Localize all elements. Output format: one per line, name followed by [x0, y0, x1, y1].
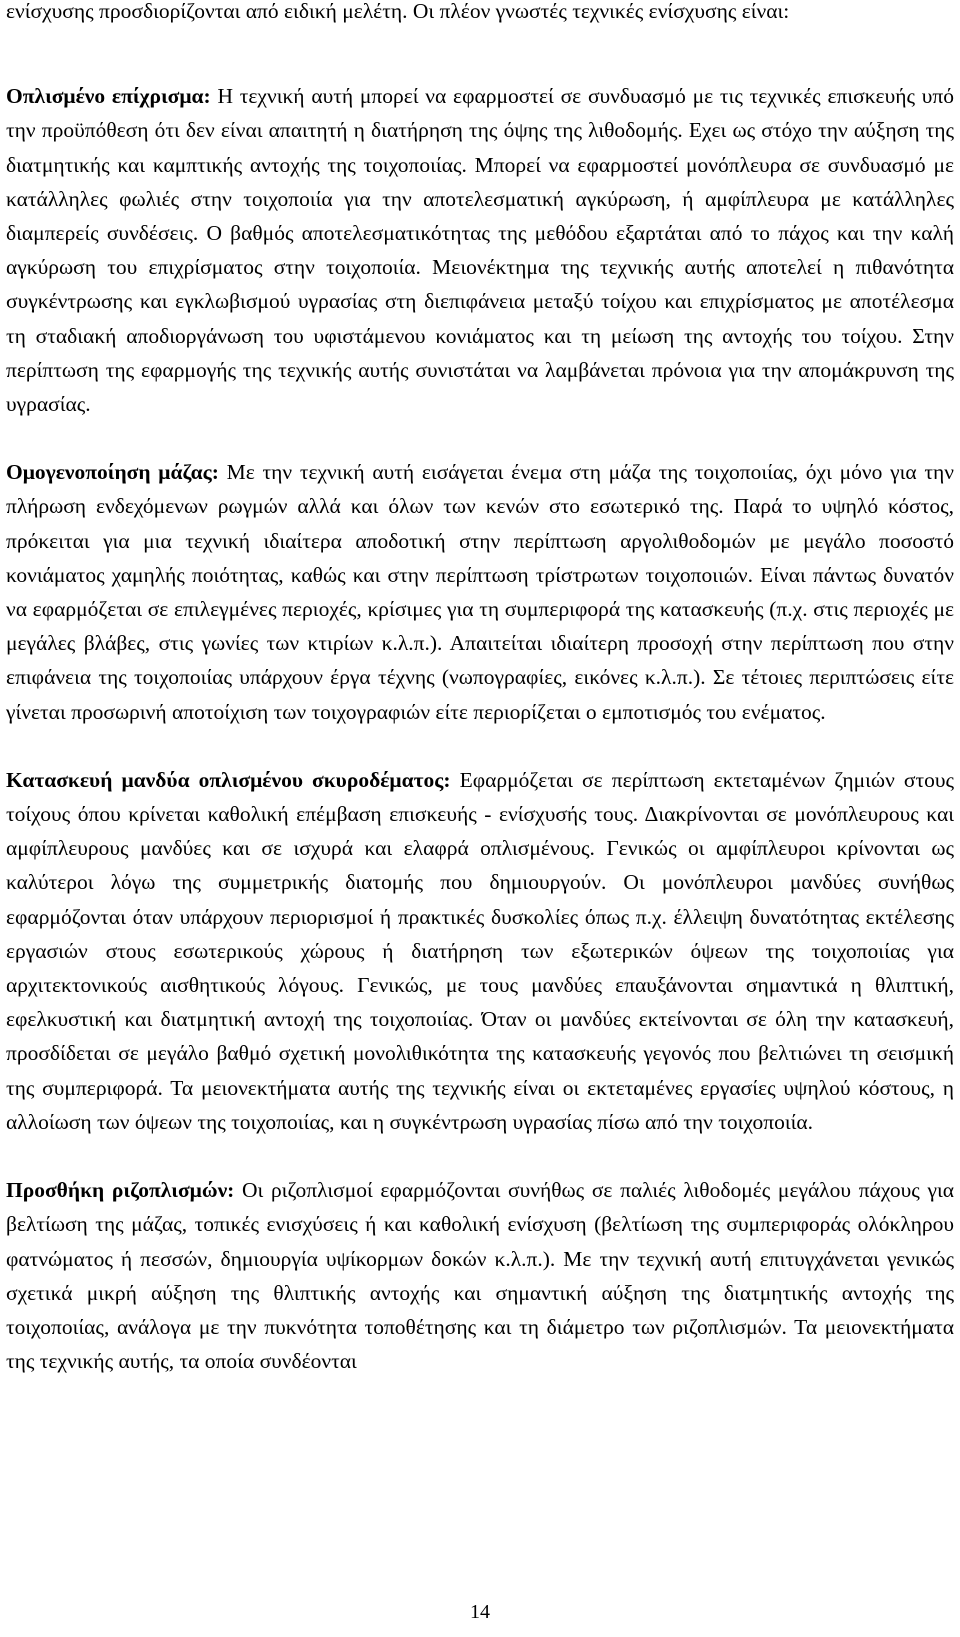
page-number: 14: [470, 1601, 490, 1623]
section-body: Η τεχνική αυτή μπορεί να εφαρμοστεί σε συνδυασμό με τις τεχνικές επισκευής υπό την προϋπόθεση ότι δεν είναι απαιτητή η διατήρηση της όψης της λιθοδομής. Εχει ως στόχο την αύξηση της διατμητικής και καμπτικής αντοχής της τοιχοποιίας. Μπορεί να εφαρμοστεί μονόπλευρα σε συνδυασμό με κατάλληλες φωλιές στην τοιχοποιία για την αποτελεσματική αγκύρωση, ή αμφίπλευρα με κατάλληλες διαμπερείς συνδέσεις. Ο βαθμός αποτελεσματικότητας της μεθόδου εξαρτάται από το πάχος και την καλή αγκύρωση του επιχρίσματος στην τοιχοποιία. Μειονέκτημα της τεχνικής αυτής αποτελεί η πιθανότητα συγκέντρωσης και εγκλωβισμού υγρασίας στη διεπιφάνεια μεταξύ τοίχου και επιχρίσματος με αποτέλεσμα τη σταδιακή αποδιοργάνωση του υφιστάμενου κονιάματος και τη μείωση της αντοχής του τοίχου. Στην περίπτωση της εφαρμογής της τεχνικής αυτής συνιστάται να λαμβάνεται πρόνοια για την απομάκρυνση της υγρασίας.: [6, 84, 954, 417]
section-term: Προσθήκη ριζοπλισμών:: [6, 1178, 235, 1203]
section-mass-homogenization: [6, 455, 954, 729]
section-body: Με την τεχνική αυτή εισάγεται ένεμα στη μάζα της τοιχοποιίας, όχι μόνο για την πλήρωση ενδεχόμενων ρωγμών αλλά και όλων των κενών στο εσωτερικό της. Παρά το υψηλό κόστος, πρόκειται για μια τεχνική ιδιαίτερα αποδοτική στην περίπτωση αργολιθοδομών με μεγάλο ποσοστό κονιάματος χαμηλής ποιότητας, καθώς και στην περίπτωση τρίστρωτων τοιχοποιιών. Είναι πάντως δυνατόν να εφαρμόζεται σε επιλεγμένες περιοχές, κρίσιμες για τη συμπεριφορά της κατασκευής (π.χ. στις περιοχές με μεγάλες βλάβες, στις γωνίες των κτιρίων κ.λ.π.). Απαιτείται ιδιαίτερη προσοχή στην περίπτωση που στην επιφάνεια της τοιχοποιίας υπάρχουν έργα τέχνης (νωπογραφίες, εικόνες κ.λ.π.). Σε τέτοιες περιπτώσεις είτε γίνεται προσωρινή αποτοίχιση των τοιχογραφιών είτε περιορίζεται ο εμποτισμός του ενέματος.: [6, 460, 954, 724]
section-reinforced-plaster: [6, 79, 954, 421]
document-page: [6, 0, 954, 1378]
intro-paragraph: ενίσχυσης προσδιορίζονται από ειδική μελέτη. Οι πλέον γνωστές τεχνικές ενίσχυσης είναι:: [6, 0, 790, 23]
section-term: Κατασκευή μανδύα οπλισμένου σκυροδέματος:: [6, 767, 451, 792]
section-root-reinforcement: [6, 1173, 954, 1378]
section-body: Εφαρμόζεται σε περίπτωση εκτεταμένων ζημιών στους τοίχους όπου κρίνεται καθολική επέμβαση επισκευής - ενίσχυσής τους. Διακρίνονται σε μονόπλευρους και αμφίπλευρους μανδύες και σε ισχυρά και ελαφρά οπλισμένους. Γενικώς οι αμφίπλευροι κρίνονται ως καλύτεροι λόγω της συμμετρικής διατομής που δημιουργούν. Οι μονόπλευροι μανδύες συνήθως εφαρμόζονται όταν υπάρχουν περιορισμοί ή πρακτικές δυσκολίες όπως π.χ. έλλειψη δυνατότητας εκτέλεσης εργασιών στους εσωτερικούς χώρους ή διατήρηση των εξωτερικών όψεων της τοιχοποιίας για αρχιτεκτονικούς αισθητικούς λόγους. Γενικώς, με τους μανδύες επαυξάνονται σημαντικά η θλιπτική, εφελκυστική και διατμητική αντοχή της τοιχοποιίας. Όταν οι μανδύες εκτείνονται σε όλη την κατασκευή, προσδίδεται σε μεγάλο βαθμό σχετική μονολιθικότητα της κατασκευής γεγονός που βελτιώνει τη σεισμική της συμπεριφορά. Τα μειονεκτήματα αυτής της τεχνικής είναι οι εκτεταμένες εργασίες υψηλού κόστους, η αλλοίωση των όψεων της τοιχοποιίας, και η συγκέντρωση υγρασίας πίσω από την τοιχοποιία.: [6, 767, 954, 1134]
section-term: Ομογενοποίηση μάζας:: [6, 460, 219, 485]
section-term: Οπλισμένο επίχρισμα:: [6, 84, 211, 109]
section-body: Οι ριζοπλισμοί εφαρμόζονται συνήθως σε παλιές λιθοδομές μεγάλου πάχους για βελτίωση της μάζας, τοπικές ενισχύσεις ή και καθολική ενίσχυση (βελτίωση της συμπεριφοράς ολόκληρου φατνώματος ή πεσσών, δημιουργία υψίκορμων δοκών κ.λ.π.). Με την τεχνική αυτή επιτυγχάνεται γενικώς σχετικά μικρή αύξηση της θλιπτικής αντοχής και σημαντική αύξηση της διατμητικής αντοχής της τοιχοποιίας, ανάλογα με την πυκνότητα τοποθέτησης και τη διάμετρο των ριζοπλισμών. Τα μειονεκτήματα της τεχνικής αυτής, τα οποία συνδέονται: [6, 1178, 954, 1374]
section-concrete-jacket: [6, 763, 954, 1139]
